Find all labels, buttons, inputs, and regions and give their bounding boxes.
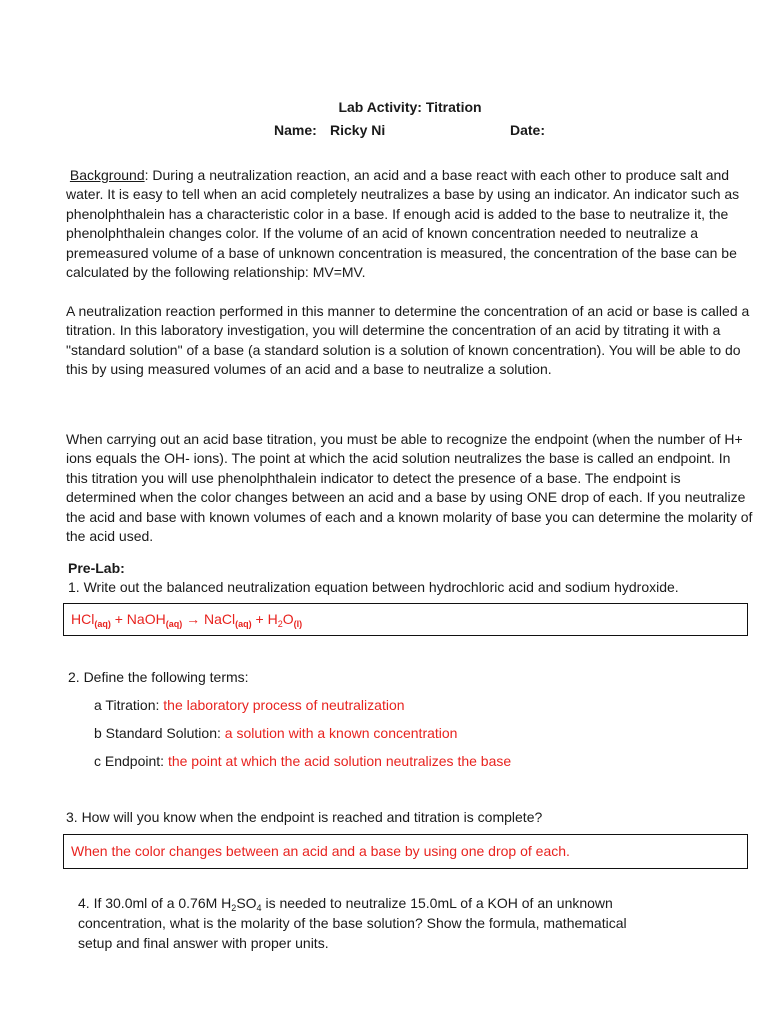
question-1: 1. Write out the balanced neutralization equation between hydrochloric acid and sodium hydroxide. xyxy=(68,579,679,595)
term-standard-solution: b Standard Solution: a solution with a known concentration xyxy=(94,725,458,741)
name-value: Ricky Ni xyxy=(330,122,386,138)
endpoint-answer: When the color changes between an acid and a base by using one drop of each. xyxy=(71,843,570,859)
question-2: 2. Define the following terms: xyxy=(68,669,249,685)
answer-box-1[interactable] xyxy=(63,603,748,636)
background-paragraph-2: A neutralization reaction performed in this manner to determine the concentration of an acid or base is called a titration. In this laboratory investigation, you will determine the concentration of an acid by titrating it with a "standard solution" of a base (a standard solution is a solution of known concentration). You will be able to do this by using measured volumes of an acid and a base to neutralize a solution. xyxy=(66,303,750,378)
prelab-heading: Pre-Lab: xyxy=(68,560,125,576)
term-titration: a Titration: the laboratory process of neutralization xyxy=(94,697,405,713)
background-paragraph xyxy=(66,166,756,282)
question-3: 3. How will you know when the endpoint is reached and titration is complete? xyxy=(66,809,543,825)
background-text-1: : During a neutralization reaction, an acid and a base react with each other to produce salt and water. It is easy to tell when an acid completely neutralizes a base by using an indicator. An indicator such as phenolphthalein has a characteristic color in a base. If enough acid is added to the base to neutralize it, the phenolphthalein changes color. If the volume of an acid of known concentration needed to neutralize a premeasured volume of a base of unknown concentration is measured, the concentration of the base can be calculated by the following relationship: MV=MV. xyxy=(66,167,740,281)
name-label: Name: xyxy=(274,122,317,138)
background-heading: Background xyxy=(69,167,145,183)
term-endpoint: c Endpoint: the point at which the acid solution neutralizes the base xyxy=(94,753,512,769)
term-standard-solution-answer: a solution with a known concentration xyxy=(224,725,458,741)
answer-box-3[interactable] xyxy=(63,834,748,869)
equation-answer: HCl$_{(aq)}$ + NaOH$_{(aq)}$ → NaCl$_{(aq)}$ + $H_2O_{(l)}$ xyxy=(71,611,303,629)
term-titration-answer: the laboratory process of neutralization xyxy=(163,697,405,713)
page-title: Lab Activity: Titration xyxy=(338,99,482,115)
term-endpoint-answer: the point at which the acid solution neutralizes the base xyxy=(167,753,512,769)
background-paragraph-3: When carrying out an acid base titration, you must be able to recognize the endpoint (when the number of H+ ions equals the OH- ions). The point at which the acid solution neutralizes the base is called an endpoint. In this titration you will use phenolphthalein indicator to detect the presence of a base. The endpoint is determined when the color changes between an acid and a base by using ONE drop of each. If you neutralize the acid and base with known volumes of each and a known molarity of base you can determine the molarity of the acid used. xyxy=(66,431,753,545)
question-4: 4. If 30.0ml of a 0.76M $H_2SO_4$ is needed to neutralize 15.0mL of a KOH of an unknown concentration, what is the molarity of the base solution? Show the formula, mathematical setup and final answer with proper units. xyxy=(78,895,627,951)
date-label: Date: xyxy=(510,122,546,138)
